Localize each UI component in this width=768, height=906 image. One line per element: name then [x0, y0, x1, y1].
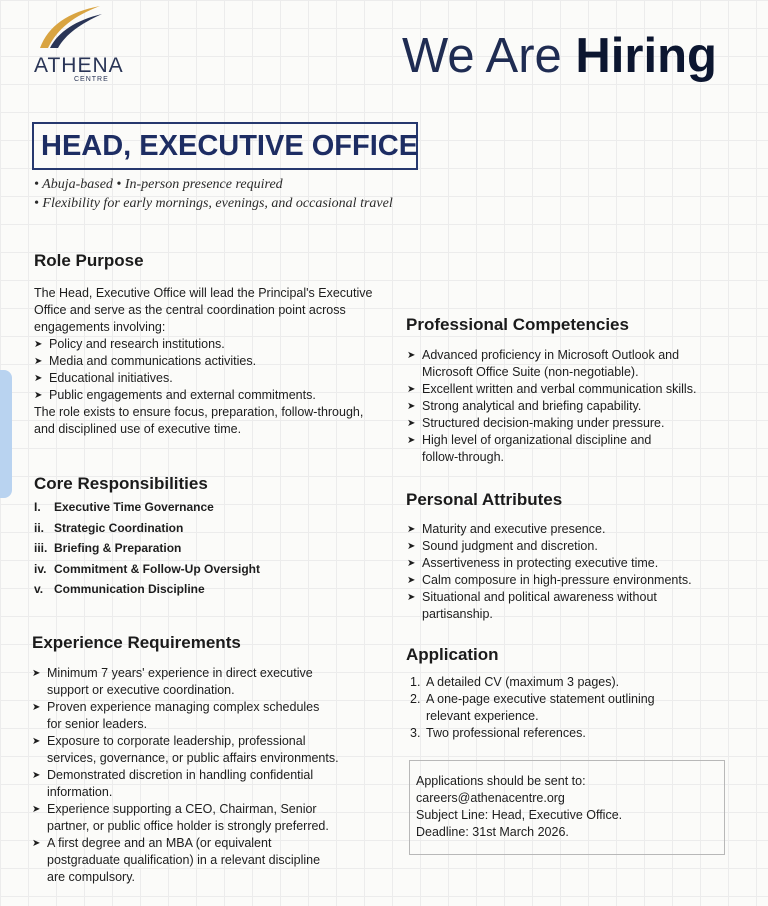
job-note-line-1: • Abuja-based • In-person presence required: [34, 177, 283, 192]
role-purpose-outro: The role exists to ensure focus, preparation, follow-through, and disciplined use of executive time.: [34, 405, 364, 436]
role-purpose-heading: Role Purpose: [34, 251, 144, 270]
list-item: ➤ Maturity and executive presence.: [407, 521, 737, 538]
roman-numeral: iii.: [34, 541, 48, 555]
hiring-prefix: We Are: [402, 29, 576, 83]
application-heading: Application: [406, 645, 499, 664]
list-item-text: Communication Discipline: [54, 582, 205, 596]
list-item: ➤ Experience supporting a CEO, Chairman, Senior partner, or public office holder is strongly preferred.: [32, 801, 377, 835]
hiring-bold: Hiring: [575, 29, 717, 83]
logo-subname: CENTRE: [74, 76, 109, 83]
list-item: 3. Two professional references.: [410, 726, 586, 740]
competencies-heading: Professional Competencies: [406, 315, 629, 334]
list-item: ➤ Policy and research institutions.: [34, 336, 374, 353]
experience-heading: Experience Requirements: [32, 633, 241, 652]
application-list: [410, 674, 730, 742]
list-item: ➤ Situational and political awareness without partisanship.: [407, 589, 737, 623]
list-item: ➤ Assertiveness in protecting executive time.: [407, 555, 737, 572]
side-tab: [0, 370, 12, 498]
contact-email[interactable]: careers@athenacentre.org: [416, 791, 565, 805]
roman-numeral: ii.: [34, 520, 45, 535]
list-item: ➤ Sound judgment and discretion.: [407, 538, 737, 555]
list-item: [34, 559, 354, 580]
role-purpose-body: [34, 285, 374, 438]
list-item: ➤ Proven experience managing complex schedules for senior leaders.: [32, 699, 377, 733]
list-item: ➤ High level of organizational discipline and follow-through.: [407, 432, 737, 466]
job-title-box: [32, 122, 418, 170]
we-are-hiring-heading: [402, 28, 717, 84]
application-contact-box: [409, 760, 725, 855]
list-item: ➤ Excellent written and verbal communication skills.: [407, 381, 737, 398]
list-item: ➤ Educational initiatives.: [34, 370, 374, 387]
job-note-line-2: • Flexibility for early mornings, evenings, and occasional travel: [34, 196, 393, 211]
list-item: 2. A one-page executive statement outlining relevant experience.: [410, 692, 655, 723]
list-item: [34, 497, 354, 518]
list-item-text: Executive Time Governance: [54, 500, 214, 514]
list-item-text: Commitment & Follow-Up Oversight: [54, 561, 261, 576]
core-responsibilities-heading: Core Responsibilities: [34, 474, 208, 493]
list-item: ➤ Exposure to corporate leadership, professional services, governance, or public affairs environments.: [32, 733, 377, 767]
competencies-list: [407, 347, 737, 466]
logo-name: ATHENA: [34, 54, 124, 77]
attributes-list: [407, 521, 737, 623]
list-item: ➤ Calm composure in high-pressure environments.: [407, 572, 737, 589]
list-item: [34, 518, 354, 539]
attributes-heading: Personal Attributes: [406, 490, 563, 509]
job-title: HEAD, EXECUTIVE OFFICE: [41, 130, 419, 162]
contact-subject: Subject Line: Head, Executive Office.: [416, 808, 623, 822]
contact-intro: Applications should be sent to:: [416, 774, 586, 788]
logo-swoosh-icon: [38, 4, 104, 48]
roman-numeral: v.: [34, 582, 44, 596]
list-item: ➤ Strong analytical and briefing capability.: [407, 398, 737, 415]
list-item: ➤ Structured decision-making under pressure.: [407, 415, 737, 432]
roman-numeral: I.: [34, 500, 41, 514]
athena-logo: [30, 4, 130, 84]
list-item: ➤ Demonstrated discretion in handling confidential information.: [32, 767, 377, 801]
job-location-notes: [34, 175, 393, 213]
list-item: 1. A detailed CV (maximum 3 pages).: [410, 675, 620, 689]
roman-numeral: iv.: [34, 561, 47, 576]
list-item: [34, 538, 354, 559]
core-responsibilities-list: [34, 497, 354, 600]
list-item: ➤ A first degree and an MBA (or equivalent postgraduate qualification) in a relevant discipline are compulsory.: [32, 835, 377, 886]
list-item-text: Strategic Coordination: [54, 520, 184, 535]
list-item-text: Briefing & Preparation: [54, 541, 182, 555]
list-item: ➤ Public engagements and external commitments.: [34, 387, 374, 404]
list-item: ➤ Minimum 7 years' experience in direct executive support or executive coordination.: [32, 665, 377, 699]
experience-list: [32, 665, 377, 886]
list-item: ➤ Media and communications activities.: [34, 353, 374, 370]
list-item: ➤ Advanced proficiency in Microsoft Outlook and Microsoft Office Suite (non-negotiable).: [407, 347, 737, 381]
role-purpose-intro: The Head, Executive Office will lead the Principal's Executive Office and serve as the central coordination point across engagements involving:: [34, 286, 373, 334]
list-item: [34, 579, 354, 600]
contact-deadline: Deadline: 31st March 2026.: [416, 825, 569, 839]
